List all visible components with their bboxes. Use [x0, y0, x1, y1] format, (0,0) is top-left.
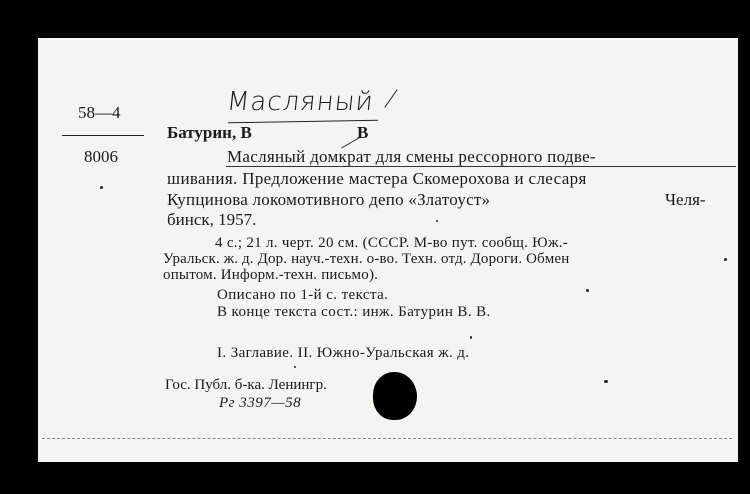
title-line-3-end: Челя- — [665, 190, 706, 209]
handwritten-heading: Масляный — [225, 87, 376, 117]
collation-line-3: опытом. Информ.-техн. письмо). — [163, 267, 379, 283]
note-1: Описано по 1-й с. текста. — [217, 287, 389, 303]
library-name: Гос. Публ. б-ка. Ленингр. — [165, 377, 327, 393]
call-number-bottom: 8006 — [84, 147, 118, 166]
title-line-4: бинск, 1957. — [167, 210, 257, 229]
speck — [470, 336, 472, 339]
speck — [436, 220, 438, 222]
speck — [724, 258, 727, 261]
tracings: I. Заглавие. II. Южно-Уральская ж. д. — [217, 345, 470, 361]
title-line-2: шивания. Предложение мастера Скомерохова и слесаря — [167, 169, 587, 188]
collation-line-2: Уральск. ж. д. Дор. науч.-техн. о-во. Техн. отд. Дороги. Обмен — [163, 251, 570, 267]
author-extra-initial: В — [357, 123, 369, 142]
collation-line-1: 4 с.; 21 л. черт. 20 см. (СССР. М-во пут. сообщ. Юж.- — [215, 235, 569, 251]
title-underline — [226, 166, 736, 167]
call-number-divider — [62, 135, 144, 136]
author-heading: Батурин, В — [167, 123, 252, 142]
title-line-3: Купцинова локомотивного депо «Златоуст» — [167, 190, 491, 209]
library-number: Рг 3397—58 — [219, 395, 302, 411]
title-line-1: Масляный домкрат для смены рессорного подве- — [227, 147, 596, 166]
speck — [100, 186, 103, 189]
speck — [604, 380, 608, 383]
speck — [586, 289, 589, 292]
ink-blot — [373, 372, 417, 420]
speck — [294, 366, 296, 368]
call-number-top: 58—4 — [78, 103, 121, 122]
card-edge-line — [42, 438, 732, 439]
note-2: В конце текста сост.: инж. Батурин В. В. — [217, 304, 491, 320]
